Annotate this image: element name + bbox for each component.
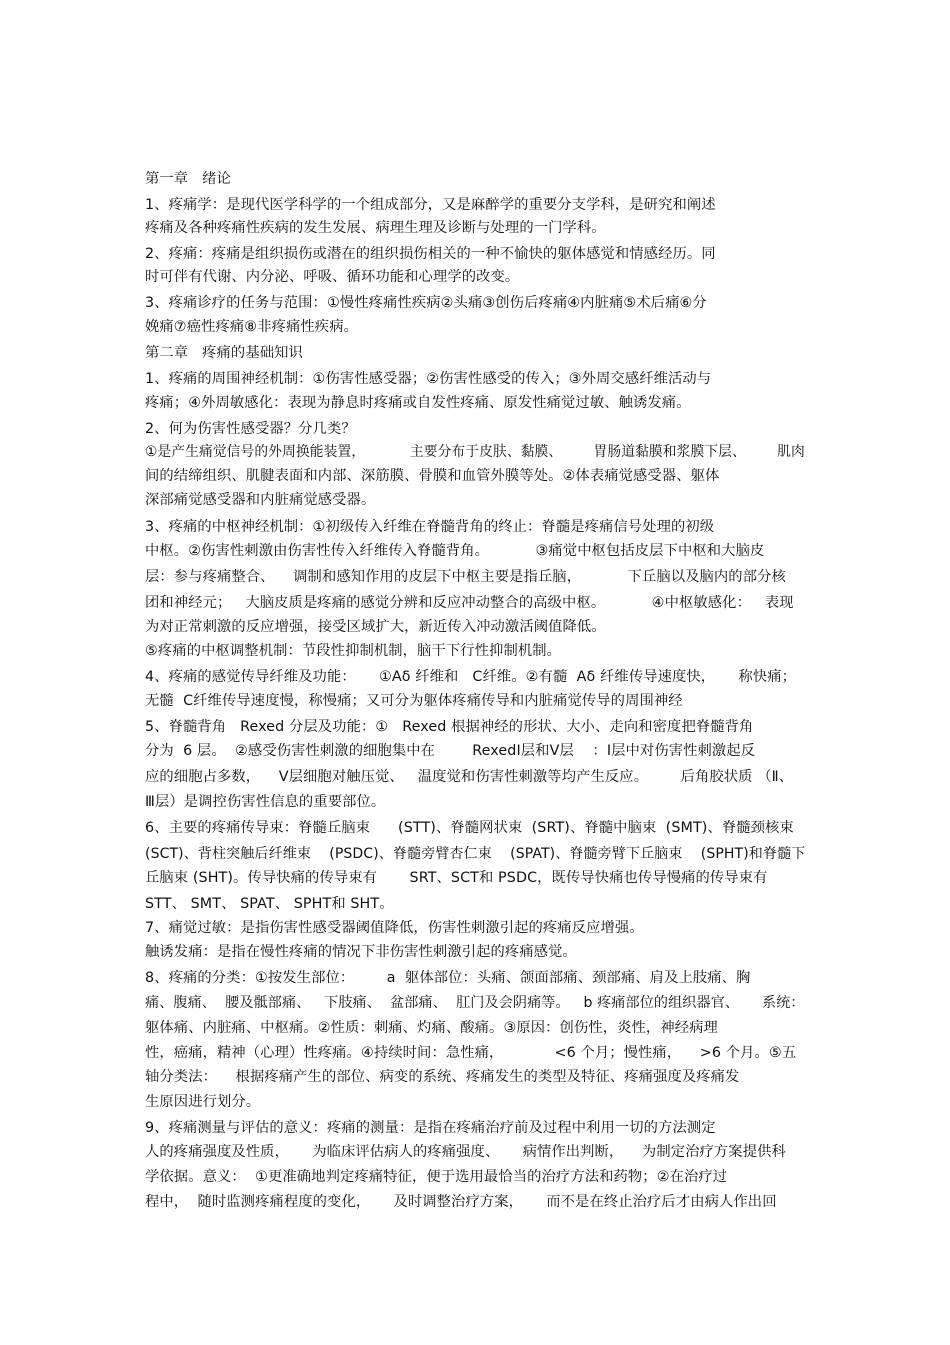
- text-line: 生原因进行划分。: [145, 1094, 261, 1110]
- text-line: STT、 SMT、 SPAT、 SPHT和 SHT。: [145, 896, 394, 912]
- text-line: 程中， 随时监测疼痛程度的变化， 及时调整治疗方案， 而不是在终止治疗后才由病人作出回: [145, 1194, 777, 1210]
- text-line: 痛、腹痛、 腰及骶部痛、 下肢痛、 盆部痛、 肛门及会阴痛等。 b 疼痛部位的组织器官、 系统：: [145, 995, 805, 1011]
- text-line: 4、疼痛的感觉传导纤维及功能： ①Aδ 纤维和 C纤维。②有髓 Aδ 纤维传导速度快， 称快痛；: [145, 669, 797, 685]
- text-line: ①是产生痛觉信号的外周换能装置， 主要分布于皮肤、黏膜、 胃肠道黏膜和浆膜下层、 肌肉: [145, 444, 805, 460]
- text-line: 人的疼痛强度及性质， 为临床评估病人的疼痛强度、 病情作出判断， 为制定治疗方案提供科: [145, 1144, 786, 1160]
- text-line: 8、疼痛的分类：①按发生部位： a 躯体部位：头痛、颌面部痛、颈部痛、肩及上肢痛、胸: [145, 970, 751, 986]
- text-line: 中枢。②伤害性刺激由伤害性传入纤维传入脊髓背角。 ③痛觉中枢包括皮层下中枢和大脑皮: [145, 543, 765, 559]
- text-line: 学依据。意义： ①更准确地判定疼痛特征，便于选用最恰当的治疗方法和药物；②在治疗过: [145, 1169, 728, 1185]
- text-line: 1、疼痛的周围神经机制：①伤害性感受器；②伤害性感受的传入；③外周交感纤维活动与: [145, 371, 712, 387]
- text-line: 丘脑束 (SHT)。传导快痛的传导束有 SRT、SCT和 PSDC，既传导快痛也传导慢痛的传导束有: [145, 870, 768, 886]
- text-line: 7、痛觉过敏：是指伤害性感受器阈值降低，伤害性刺激引起的疼痛反应增强。: [145, 920, 644, 936]
- text-line: 2、疼痛：疼痛是组织损伤或潜在的组织损伤相关的一种不愉快的躯体感觉和情感经历。同: [145, 246, 716, 262]
- text-line: 性，癌痛，精神（心理）性疼痛。④持续时间：急性痛， <6 个月；慢性痛， >6 个月。⑤五: [145, 1045, 797, 1061]
- chapter-2-heading: 第二章 疼痛的基础知识: [145, 345, 303, 361]
- text-line: 躯体痛、内脏痛、中枢痛。②性质：刺痛、灼痛、酸痛。③原因：创伤性，炎性，神经病理: [145, 1020, 718, 1036]
- text-line: 疼痛及各种疼痛性疾病的发生发展、病理生理及诊断与处理的一门学科。: [145, 220, 606, 236]
- text-line: 触诱发痛：是指在慢性疼痛的情况下非伤害性刺激引起的疼痛感觉。: [145, 944, 577, 960]
- text-line: 为对正常刺激的反应增强，接受区域扩大，新近传入冲动激活阈值降低。: [145, 619, 606, 635]
- text-line: 间的结缔组织、肌腱表面和内部、深筋膜、骨膜和血管外膜等处。②体表痛觉感受器、躯体: [145, 468, 720, 484]
- text-line: 层：参与疼痛整合、 调制和感知作用的皮层下中枢主要是指丘脑， 下丘脑以及脑内的部分核: [145, 569, 786, 585]
- text-line: Ⅲ层）是调控伤害性信息的重要部位。: [145, 794, 386, 810]
- text-line: 轴分类法： 根据疼痛产生的部位、病变的系统、疼痛发生的类型及特征、疼痛强度及疼痛发: [145, 1069, 740, 1085]
- text-line: 无髓 C纤维传导速度慢，称慢痛；又可分为躯体疼痛传导和内脏痛觉传导的周围神经: [145, 693, 683, 709]
- text-line: 3、疼痛诊疗的任务与范围：①慢性疼痛性疾病②头痛③创伤后疼痛④内脏痛⑤术后痛⑥分: [145, 295, 707, 311]
- text-line: 应的细胞占多数， Ⅴ层细胞对触压觉、 温度觉和伤害性刺激等均产生反应。 后角胶状质 （Ⅱ、: [145, 769, 794, 785]
- text-line: 分为 6 层。 ②感受伤害性刺激的细胞集中在 RexedⅠ层和Ⅴ层 ：Ⅰ层中对伤害性刺激起反: [145, 743, 756, 759]
- text-line: 深部痛觉感受器和内脏痛觉感受器。: [145, 492, 376, 508]
- text-line: 疼痛；④外周敏感化：表现为静息时疼痛或自发性疼痛、原发性痛觉过敏、触诱发痛。: [145, 395, 691, 411]
- text-line: 团和神经元； 大脑皮质是疼痛的感觉分辨和反应冲动整合的高级中枢。 ④中枢敏感化： 表现: [145, 595, 794, 611]
- text-line: 2、何为伤害性感受器？分几类？: [145, 421, 356, 437]
- text-line: 时可伴有代谢、内分泌、呼吸、循环功能和心理学的改变。: [145, 269, 520, 285]
- text-line: 5、脊髓背角 Rexed 分层及功能：① Rexed 根据神经的形状、大小、走向和密度把脊髓背角: [145, 719, 754, 735]
- text-line: (SCT)、背柱突触后纤维束 (PSDC)、脊髓旁臂杏仁束 (SPAT)、脊髓旁臂下丘脑束 (SPHT)和脊髓下: [145, 846, 806, 862]
- text-line: 1、疼痛学：是现代医学科学的一个组成部分，又是麻醉学的重要分支学科，是研究和阐述: [145, 197, 716, 213]
- text-line: ⑤疼痛的中枢调整机制：节段性抑制机制，脑干下行性抑制机制。: [145, 643, 562, 659]
- text-line: 6、主要的疼痛传导束：脊髓丘脑束 (STT)、脊髓网状束 (SRT)、脊髓中脑束 (SMT)、脊髓颈核束: [145, 820, 794, 836]
- text-line: 9、疼痛测量与评估的意义：疼痛的测量：是指在疼痛治疗前及过程中利用一切的方法测定: [145, 1120, 716, 1136]
- text-line: 娩痛⑦癌性疼痛⑧非疼痛性疾病。: [145, 319, 358, 335]
- text-line: 3、疼痛的中枢神经机制：①初级传入纤维在脊髓背角的终止：脊髓是疼痛信号处理的初级: [145, 519, 715, 535]
- chapter-1-heading: 第一章 绪论: [145, 171, 231, 187]
